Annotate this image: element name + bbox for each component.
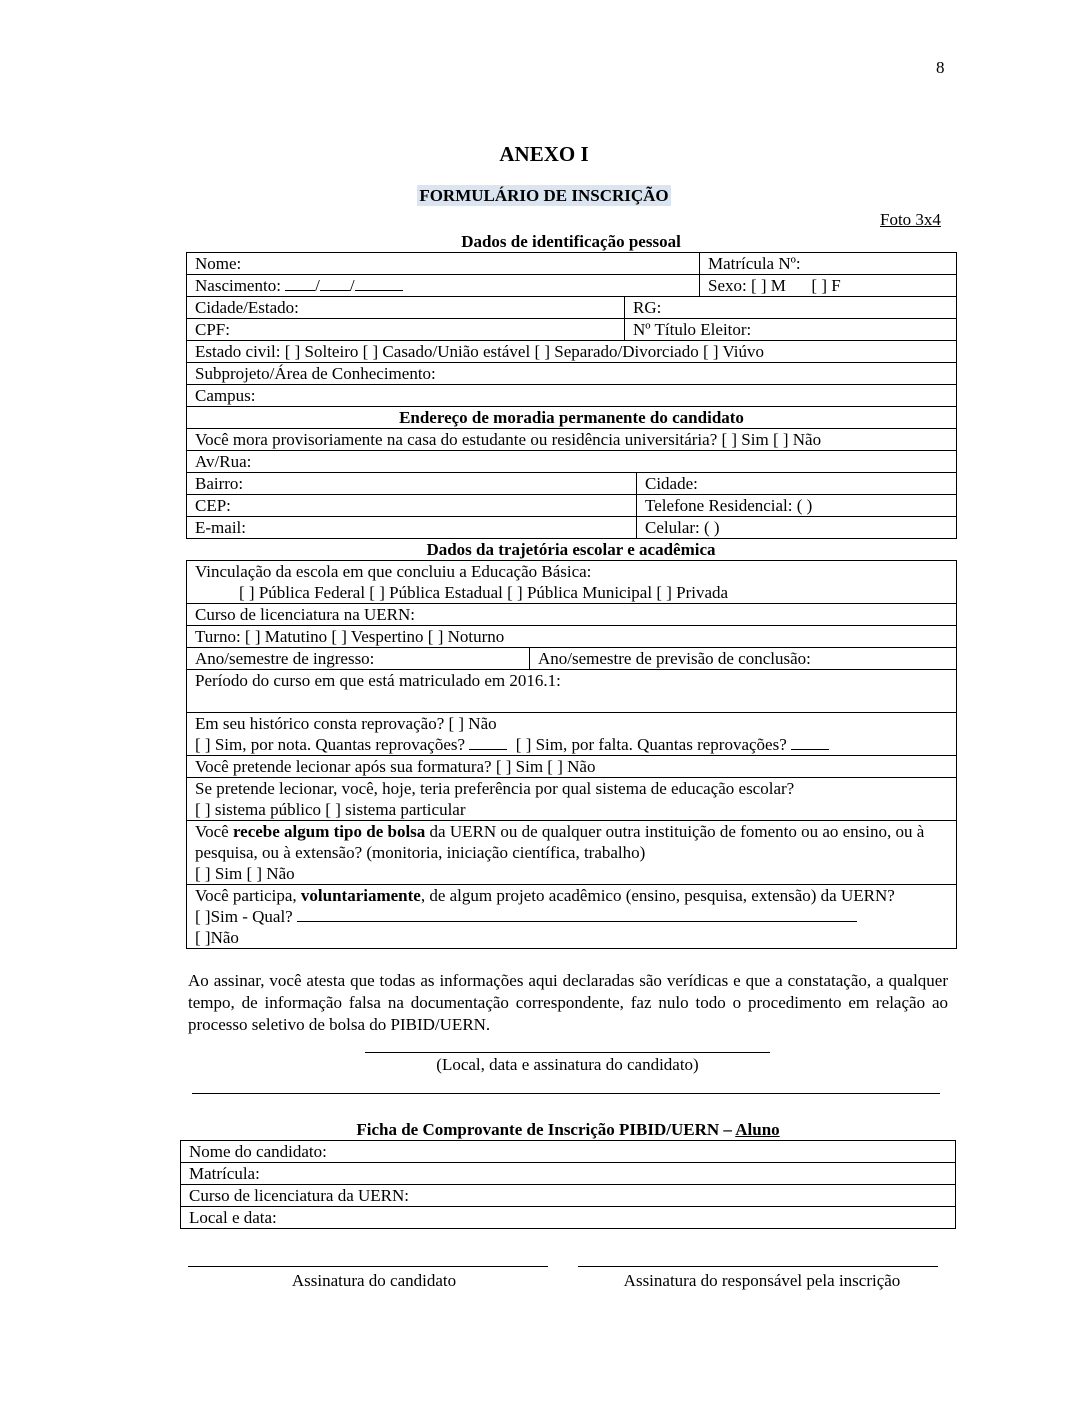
- candidate-signature-label: (Local, data e assinatura do candidato): [436, 1055, 699, 1074]
- ficha-title-main: Ficha de Comprovante de Inscrição PIBID/UERN –: [356, 1120, 732, 1139]
- cut-line: [192, 1093, 940, 1094]
- ficha-table: [180, 1140, 956, 1229]
- field-lecionar[interactable]: Você pretende lecionar após sua formatura? [ ] Sim [ ] Não: [187, 756, 957, 778]
- vinculacao-label: Vinculação da escola em que concluiu a Educação Básica:: [195, 562, 592, 581]
- field-periodo[interactable]: Período do curso em que está matriculado em 2016.1:: [187, 670, 957, 713]
- sexo-label: Sexo: [ ] M: [708, 276, 786, 295]
- ficha-local[interactable]: Local e data:: [181, 1207, 956, 1229]
- photo-label: Foto 3x4: [880, 210, 941, 229]
- field-estado-civil[interactable]: Estado civil: [ ] Solteiro [ ] Casado/União estável [ ] Separado/Divorciado [ ] Viúvo: [187, 341, 957, 363]
- sexo-f: [ ] F: [811, 276, 841, 295]
- field-sexo[interactable]: [700, 275, 957, 297]
- section-academic: Dados da trajetória escolar e acadêmica: [426, 540, 716, 559]
- field-titulo[interactable]: Nº Título Eleitor:: [625, 319, 957, 341]
- field-matricula[interactable]: Matrícula Nº:: [700, 253, 957, 275]
- field-telefone[interactable]: Telefone Residencial: ( ): [637, 495, 957, 517]
- page-title: ANEXO I: [499, 142, 589, 166]
- volunt-bold: voluntariamente: [300, 886, 421, 905]
- nascimento-label: Nascimento:: [195, 276, 281, 295]
- bolsa-options: [ ] Sim [ ] Não: [195, 864, 295, 883]
- field-email[interactable]: E-mail:: [187, 517, 637, 539]
- identification-table-2: [186, 296, 957, 473]
- bolsa-bold: recebe algum tipo de bolsa: [232, 822, 426, 841]
- ficha-title: [180, 1120, 956, 1140]
- bolsa-text-1: Você: [195, 822, 229, 841]
- field-bairro[interactable]: Bairro:: [187, 473, 637, 495]
- vinculacao-options: [ ] Pública Federal [ ] Pública Estadual [ ] Pública Municipal [ ] Privada: [239, 583, 729, 602]
- signature-line-responsavel[interactable]: [578, 1266, 938, 1267]
- reprovacao-question: Em seu histórico consta reprovação? [ ] Não: [195, 714, 497, 733]
- signature-line-candidato[interactable]: [188, 1266, 548, 1267]
- field-nome[interactable]: Nome:: [187, 253, 700, 275]
- reprovacao-falta: [ ] Sim, por falta. Quantas reprovações?: [515, 735, 787, 754]
- candidate-signature-line[interactable]: [365, 1052, 770, 1053]
- form-subtitle: FORMULÁRIO DE INSCRIÇÃO: [419, 186, 669, 205]
- preferencia-question: Se pretende lecionar, você, hoje, teria preferência por qual sistema de educação escolar?: [195, 779, 795, 798]
- field-cidade[interactable]: Cidade:: [637, 473, 957, 495]
- volunt-sim: [ ]Sim - Qual?: [195, 907, 293, 926]
- identification-table: [186, 252, 957, 297]
- ficha-curso[interactable]: Curso de licenciatura da UERN:: [181, 1185, 956, 1207]
- field-reprovacao[interactable]: [187, 713, 957, 756]
- section-identification: Dados de identificação pessoal: [461, 232, 681, 251]
- field-cidade-estado[interactable]: Cidade/Estado:: [187, 297, 625, 319]
- field-subprojeto[interactable]: Subprojeto/Área de Conhecimento:: [187, 363, 957, 385]
- field-celular[interactable]: Celular: ( ): [637, 517, 957, 539]
- ficha-nome[interactable]: Nome do candidato:: [181, 1141, 956, 1163]
- ficha-matricula[interactable]: Matrícula:: [181, 1163, 956, 1185]
- subtitle-wrap: [0, 186, 1088, 206]
- volunt-text-1: Você participa,: [195, 886, 297, 905]
- field-voluntariado[interactable]: [187, 885, 957, 949]
- section-address: Endereço de moradia permanente do candidato: [187, 407, 957, 429]
- volunt-nao: [ ]Não: [195, 928, 239, 947]
- signature-label-candidato: Assinatura do candidato: [291, 1271, 457, 1290]
- reprovacao-nota: [ ] Sim, por nota. Quantas reprovações?: [195, 735, 466, 754]
- field-turno[interactable]: Turno: [ ] Matutino [ ] Vespertino [ ] Noturno: [187, 626, 957, 648]
- signature-label-responsavel: Assinatura do responsável pela inscrição: [623, 1271, 901, 1290]
- field-cep[interactable]: CEP:: [187, 495, 637, 517]
- field-av-rua[interactable]: Av/Rua:: [187, 451, 957, 473]
- field-bolsa[interactable]: [187, 821, 957, 885]
- field-preferencia[interactable]: [187, 778, 957, 821]
- field-previsao[interactable]: Ano/semestre de previsão de conclusão:: [530, 648, 957, 670]
- field-campus[interactable]: Campus:: [187, 385, 957, 407]
- field-nascimento[interactable]: Nascimento: / /: [187, 275, 700, 297]
- field-cpf[interactable]: CPF:: [187, 319, 625, 341]
- academic-table: [186, 560, 957, 949]
- field-ingresso[interactable]: Ano/semestre de ingresso:: [187, 648, 530, 670]
- declaration-text: Ao assinar, você atesta que todas as informações aqui declaradas são verídicas e que a constatação, a qualquer tempo, de informação falsa na documentação correspondente, faz nulo todo o procedimento em relação ao processo seletivo de bolsa do PIBID/UERN.: [188, 971, 948, 1034]
- field-vinculacao[interactable]: [187, 561, 957, 604]
- page-number: 8: [936, 58, 945, 77]
- field-rg[interactable]: RG:: [625, 297, 957, 319]
- field-residencia[interactable]: Você mora provisoriamente na casa do estudante ou residência universitária? [ ] Sim [ ] Não: [187, 429, 957, 451]
- volunt-text-2: , de algum projeto acadêmico (ensino, pesquisa, extensão) da UERN?: [420, 886, 895, 905]
- preferencia-options: [ ] sistema público [ ] sistema particular: [195, 800, 466, 819]
- bolsa-text-2: da UERN ou de qualquer outra instituição de fomento ou ao ensino, ou à pesquisa, ou à extensão? (monitoria, iniciação científica, trabalho): [195, 822, 925, 862]
- field-curso[interactable]: Curso de licenciatura na UERN:: [187, 604, 957, 626]
- ficha-title-underlined: Aluno: [735, 1120, 780, 1139]
- address-table: [186, 472, 957, 539]
